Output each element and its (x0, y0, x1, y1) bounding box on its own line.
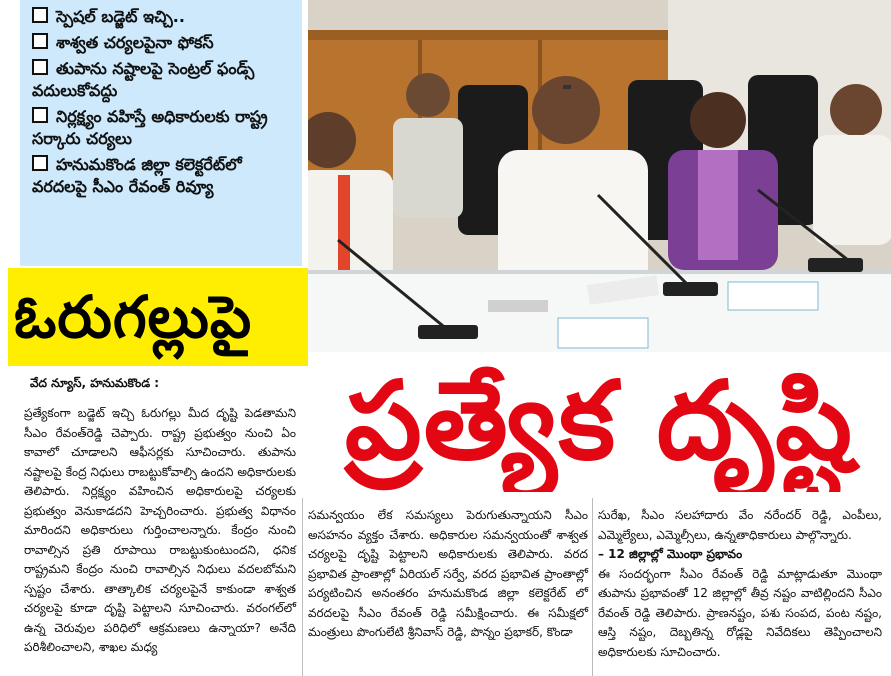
headline-part-2: ప్రత్యేక దృష్టి (344, 359, 855, 484)
article-paragraph: ప్రత్యేకంగా బడ్జెట్ ఇచ్చి ఓరుగల్లు మీద దృష్టి పెడతామని సీఎం రేవంత్‌రెడ్డి చెప్పారు. రాష్ట్ర ప్రభుత్వం నుంచి ఏం కావాలో చూడాలని ఆఫీసర్లకు సూచించారు. తుపాను నష్టాలపై కేంద్ర నిధులు రాబట్టుకోవాల్సి ఉందని అధికారులకు తెలిపారు. నిర్లక్ష్యం వహించిన అధికారులపై చర్యలకు ప్రభుత్వం వెనుకాడదని హెచ్చరించారు. ప్రభుత్వ విధానం మారిందని అధికారులు గుర్తించాలన్నారు. కేంద్రం నుంచి రావాల్సిన ప్రతి రూపాయి రాబట్టుకుంటుందని, ధనిక రాష్ట్రమని కేంద్రం నుంచి రావాల్సిన నిధులు వదలబోమని స్పష్టం చేశారు. తాత్కాలిక చర్యలపైనే కాకుండా శాశ్వత చర్యలపై కూడా దృష్టి పెట్టాలని సూచించారు. వరంగల్‌లో ఉన్న చెరువుల పరిధిలో ఆక్రమణలు ఉన్నాయా? అనేది పరిశీలించాలని, శాఖల మధ్య (24, 406, 296, 654)
highlight-item: తుపాను నష్టాలపై సెంట్రల్ ఫండ్స్ వదులుకోవద్దు (32, 59, 255, 100)
checkbox-icon (32, 59, 48, 75)
headline-part-1: ఓరుగల్లుపై (8, 268, 308, 366)
meeting-photo (308, 0, 891, 352)
article-column-3 (598, 506, 882, 662)
article-column-1 (24, 404, 296, 658)
highlight-item: హనుమకొండ జిల్లా కలెక్టరేట్‌లో వరదలపై సీఎం రేవంత్ రివ్యూ (32, 155, 242, 196)
highlight-item: శాశ్వత చర్యలపైనా ఫోకస్ (32, 32, 292, 54)
column-divider (302, 498, 303, 676)
checkbox-icon (32, 7, 48, 23)
article-column-2 (308, 506, 588, 643)
checkbox-icon (32, 155, 48, 171)
highlights-box (20, 0, 302, 266)
highlight-item: నిర్లక్ష్యం వహిస్తే అధికారులకు రాష్ట్ర సర్కారు చర్యలు (32, 107, 268, 148)
checkbox-icon (32, 107, 48, 123)
article-paragraph: సురేఖ, సీఎం సలహాదారు వేం నరేందర్ రెడ్డి, ఎంపీలు, ఎమ్మెల్యేలు, ఎమ్మెల్సీలు, ఉన్నతాధికారులు పాల్గొన్నారు. (598, 508, 882, 542)
dateline: వేద న్యూస్, హనుమకొండ : (30, 376, 160, 390)
article-subheading: – 12 జిల్లాల్లో మొంథా ప్రభావం (598, 547, 743, 561)
article-paragraph: ఈ సందర్భంగా సీఎం రేవంత్ రెడ్డి మాట్లాడుతూ మొంథా తుపాను ప్రభావంతో 12 జిల్లాల్లో తీవ్ర నష్టం వాటిల్లిందని సీఎం రేవంత్ రెడ్డి తెలిపారు. ప్రాణనష్టం, పశు సంపద, పంట నష్టం, ఆస్తి నష్టం, దెబ్బతిన్న రోడ్లపై నివేదికలు తెప్పించాలని అధికారులకు సూచించారు. (598, 566, 882, 659)
highlight-item: స్పెషల్ బడ్జెట్ ఇచ్చి.. (32, 6, 292, 28)
column-divider (592, 498, 593, 676)
checkbox-icon (32, 33, 48, 49)
article-paragraph: సమన్వయం లేక సమస్యలు పెరుగుతున్నాయని సీఎం అసహనం వ్యక్తం చేశారు. అధికారుల సమన్వయంతో శాశ్వత చర్యలపై దృష్టి పెట్టాలని అధికారులకు తెలిపారు. వరద ప్రభావిత ప్రాంతాల్లో ఏరియల్ సర్వే, వరద ప్రభావిత ప్రాంతాల్లో పర్యటించిన అనంతరం హనుమకొండ జిల్లా కలెక్టరేట్ లో వరదలపై సీఎం రేవంత్ రెడ్డి సమీక్షించారు. ఈ సమీక్షలో మంత్రులు పొంగులేటి శ్రీనివాస్ రెడ్డి, పొన్నం ప్రభాకర్, కొండా (308, 508, 588, 639)
